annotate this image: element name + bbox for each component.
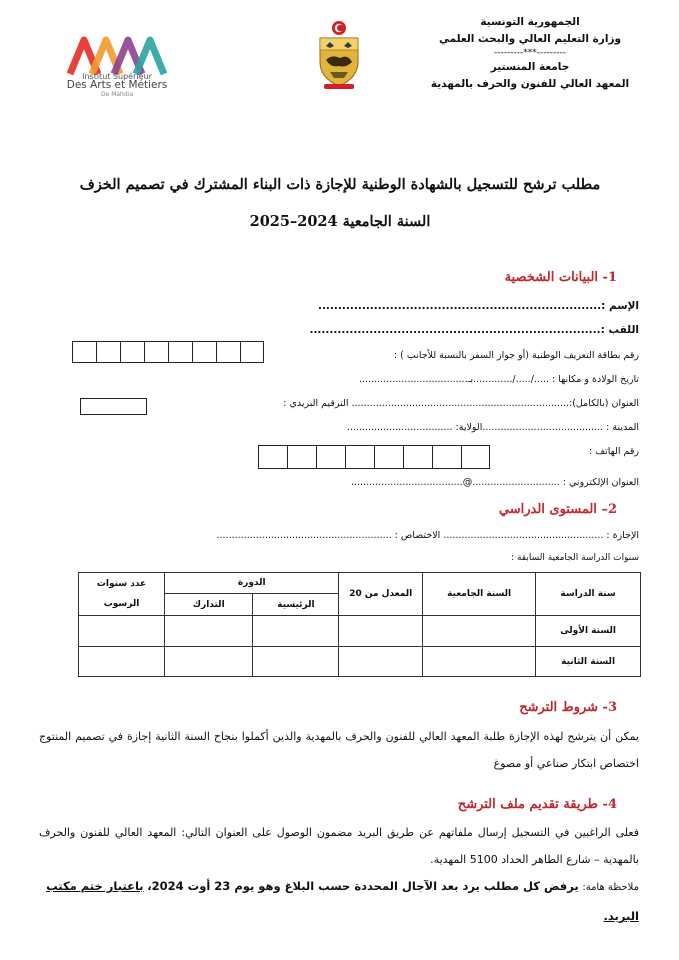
cell-input[interactable] — [253, 616, 339, 647]
form-title: مطلب ترشح للتسجيل بالشهادة الوطنية للإجازة ذات البناء المشترك في تصميم الخزف — [79, 176, 601, 193]
section4-text: فعلى الراغبين في التسجيل إرسال ملفاتهم عن طريق البريد مضمون الوصول على العنوان التالي: المعهد العالي للفنون والحرف بالمهدية – شارع الطاهر الحداد 5100 المهدية. — [39, 826, 639, 866]
cell-input[interactable] — [423, 647, 536, 677]
header-block — [415, 14, 645, 93]
th-average: المعدل من 20 — [339, 573, 423, 616]
republic-text: الجمهورية التونسية — [480, 16, 580, 28]
university-text: جامعة المنستير — [490, 61, 570, 73]
th-study-year: سنة الدراسة — [536, 573, 641, 616]
name-label: الإسم :....................................................................... — [317, 300, 639, 312]
th-makeup-session: التدارك — [165, 594, 253, 616]
years-label: سنوات الدراسة الجامعية السابقة : — [511, 553, 639, 563]
academic-year: السنة الجامعية 2024–2025 — [249, 213, 431, 230]
degree-field[interactable]: الإجازة : ..................................................... الاختصاص : .......................................................... — [216, 530, 639, 541]
name-field[interactable] — [318, 300, 639, 312]
cell-input[interactable] — [253, 647, 339, 677]
cell-input[interactable] — [339, 647, 423, 677]
row-first-year: السنة الأولى — [536, 616, 641, 647]
table-row — [79, 647, 641, 677]
section4-heading: 4- طريقة تقديم ملف الترشح — [457, 797, 617, 812]
id-card-label: رقم بطاقة التعريف الوطنية (أو جواز السفر بالنسبة للأجانب ) : — [393, 350, 639, 361]
note-text: يرفض كل مطلب يرد بعد الآجال المحددة حسب البلاغ وهو يوم 23 أوت 2024، — [147, 879, 579, 893]
table-row — [79, 616, 641, 647]
studies-table — [78, 572, 641, 677]
logo-line1: Institut Supérieur — [82, 72, 152, 81]
birth-field[interactable]: تاريخ الولادة و مكانها : ...../...../.............بـ.................................... — [359, 374, 639, 385]
section1-heading: 1- البيانات الشخصية — [504, 270, 617, 285]
cell-input[interactable] — [339, 616, 423, 647]
address-field[interactable]: العنوان (بالكامل):........................................................................ الترقيم البريدي : — [283, 398, 639, 409]
tunisia-emblem-icon — [314, 20, 364, 92]
th-fail-years-2: الرسوب — [103, 599, 140, 609]
important-note — [39, 872, 639, 930]
section2-heading: 2– المستوى الدراسي — [498, 502, 617, 517]
note-tail: باعتبار ختم مكتب البريد. — [46, 879, 639, 923]
phone-label: رقم الهاتف : — [589, 446, 639, 457]
surname-field[interactable] — [309, 324, 639, 336]
th-fail-years — [79, 573, 165, 616]
separator-text: ---------***--------- — [494, 48, 566, 58]
email-field[interactable]: العنوان الإلكتروني : .............................@..................................... — [350, 477, 639, 488]
institute-text: المعهد العالي للفنون والحرف بالمهدية — [430, 78, 630, 90]
logo-caption — [62, 72, 172, 99]
phone-boxes[interactable] — [258, 445, 490, 469]
cell-input[interactable] — [423, 616, 536, 647]
cell-input[interactable] — [79, 616, 165, 647]
th-session: الدورة — [165, 573, 339, 594]
ministry-text: وزارة التعليم العالي والبحث العلمي — [438, 33, 622, 45]
id-card-boxes[interactable] — [72, 341, 264, 363]
postal-code-box[interactable] — [80, 398, 147, 415]
th-fail-years-1: عدد سنوات — [96, 579, 147, 589]
row-second-year: السنة الثانية — [536, 647, 641, 677]
logo-line3: De Mahdia — [100, 91, 134, 98]
surname-label: اللقب :......................................................................... — [309, 324, 639, 336]
section3-heading: 3- شروط الترشح — [519, 700, 617, 715]
section3-text: يمكن أن يترشح لهذه الإجازة طلبة المعهد العالي للفنون والحرف بالمهدية والذين أكملوا بنجاح السنة الثانية إجازة في تصميم المنتوج اختصاص ابتكار صناعي أو مصوغ — [39, 730, 639, 770]
th-main-session: الرئيسية — [253, 594, 339, 616]
cell-input[interactable] — [165, 616, 253, 647]
th-univ-year: السنة الجامعية — [423, 573, 536, 616]
cell-input[interactable] — [79, 647, 165, 677]
city-field[interactable]: المدينة : ........................................الولاية: ................................... — [346, 422, 639, 433]
cell-input[interactable] — [165, 647, 253, 677]
logo-line2: Des Arts et Métiers — [66, 79, 168, 91]
note-label: ملاحظة هامة: — [582, 882, 639, 893]
